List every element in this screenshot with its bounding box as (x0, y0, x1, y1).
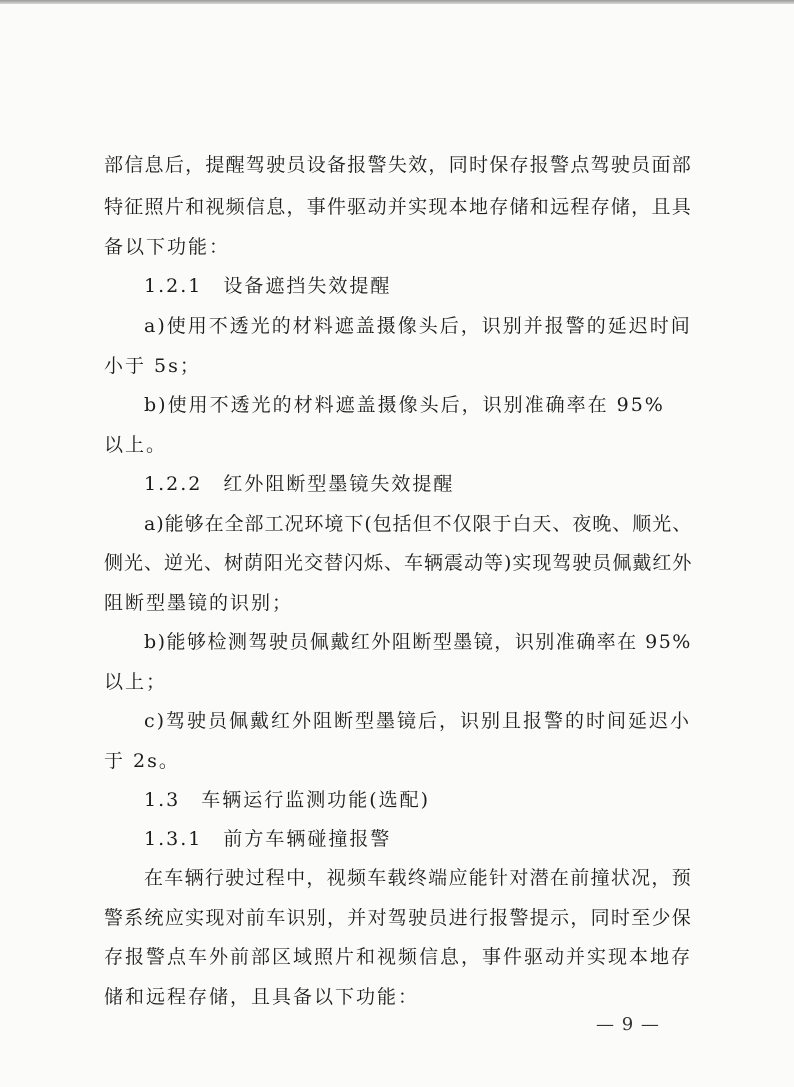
body-line: 于 2s。 (104, 750, 180, 772)
body-line: 以上。 (104, 434, 168, 456)
body-line: 备以下功能： (104, 236, 231, 258)
body-line: b)能够检测驾驶员佩戴红外阻断型墨镜，识别准确率在 95% (144, 631, 692, 653)
body-line: 小于 5s； (104, 355, 201, 377)
body-line: a)使用不透光的材料遮盖摄像头后，识别并报警的延迟时间 (144, 315, 692, 337)
page-number: — 9 — (596, 1014, 660, 1035)
body-line: 侧光、逆光、树荫阳光交替闪烁、车辆震动等)实现驾驶员佩戴红外 (104, 552, 693, 574)
body-line: a)能够在全部工况环境下(包括但不仅限于白天、夜晚、顺光、 (144, 513, 693, 535)
body-line: 以上； (104, 671, 168, 693)
body-line: b)使用不透光的材料遮盖摄像头后，识别准确率在 95% (144, 394, 665, 416)
body-line: 警系统应实现对前车识别，并对驾驶员进行报警提示，同时至少保 (104, 907, 693, 929)
section-heading-1-2-1: 1.2.1 设备遮挡失效提醒 (144, 275, 392, 297)
body-line: 存报警点车外前部区域照片和视频信息，事件驱动并实现本地存 (104, 946, 693, 968)
section-heading-1-3-1: 1.3.1 前方车辆碰撞报警 (144, 828, 392, 850)
section-heading-1-3: 1.3 车辆运行监测功能(选配) (144, 789, 431, 811)
body-line: 特征照片和视频信息，事件驱动并实现本地存储和远程存储，且具 (104, 196, 693, 218)
body-line: 在车辆行驶过程中，视频车载终端应能针对潜在前撞状况，预 (144, 867, 693, 889)
scan-top-edge (0, 0, 794, 4)
body-line: 储和远程存储，且具备以下功能： (104, 986, 420, 1008)
body-line: 阻断型墨镜的识别； (104, 592, 294, 614)
section-heading-1-2-2: 1.2.2 红外阻断型墨镜失效提醒 (144, 473, 455, 495)
body-line: c)驾驶员佩戴红外阻断型墨镜后，识别且报警的时间延迟小 (144, 710, 692, 732)
body-line: 部信息后，提醒驾驶员设备报警失效，同时保存报警点驾驶员面部 (104, 154, 693, 176)
